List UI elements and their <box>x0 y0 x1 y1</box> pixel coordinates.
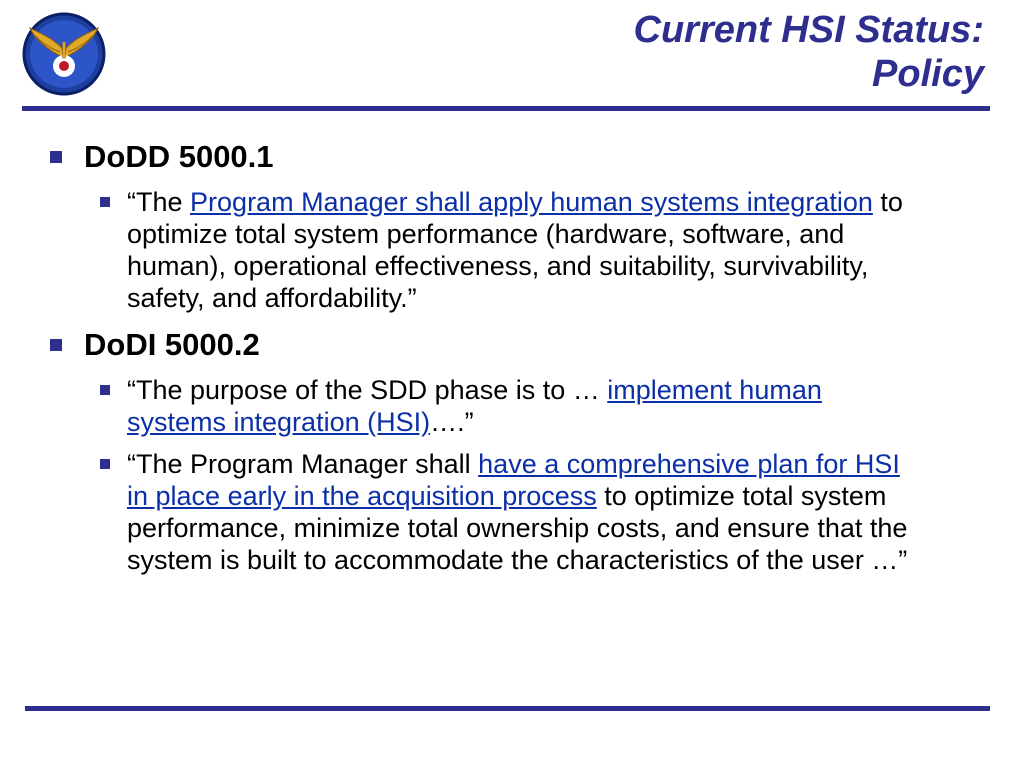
item-text-post: to optimize total system performance (hardware, software, and human), operational effectiveness, and suitability, survivability, safety, and affordability.” <box>127 187 903 313</box>
item-text-post: to optimize total system performance, minimize total ownership costs, and ensure that the system is built to accommodate the characteristics of the user …” <box>127 481 908 575</box>
item-text-post: ….” <box>430 407 474 437</box>
policy-hyperlink[interactable]: have a comprehensive plan for HSI in place early in the acquisition process <box>127 449 900 511</box>
item-text-pre: “The purpose of the SDD phase is to … <box>127 375 608 405</box>
square-bullet-icon <box>50 339 62 351</box>
square-bullet-icon <box>100 385 110 395</box>
footer-divider <box>25 706 990 711</box>
list-item <box>90 448 927 576</box>
section-items-dodi <box>90 374 948 576</box>
list-item <box>90 186 927 314</box>
square-bullet-icon <box>100 197 110 207</box>
policy-hyperlink[interactable]: implement human systems integration (HSI) <box>127 375 822 437</box>
item-text-pre: “The <box>127 187 191 217</box>
air-corps-wings-emblem-icon <box>22 12 106 96</box>
section-heading-dodi <box>48 326 948 364</box>
section-heading-dodd <box>48 138 948 176</box>
section-heading-text: DoDD 5000.1 <box>84 139 274 174</box>
section-heading-text: DoDI 5000.2 <box>84 327 260 362</box>
item-text-pre: “The Program Manager shall <box>127 449 479 479</box>
square-bullet-icon <box>100 459 110 469</box>
slide-title <box>344 8 984 96</box>
slide-title-line-1: Current HSI Status: <box>633 9 984 51</box>
policy-hyperlink[interactable]: Program Manager shall apply human systems integration <box>190 187 873 217</box>
title-divider <box>22 106 990 111</box>
section-items-dodd <box>90 186 948 314</box>
slide-body <box>48 138 948 588</box>
list-item <box>90 374 927 438</box>
square-bullet-icon <box>50 151 62 163</box>
slide-title-line-2: Policy <box>872 53 984 95</box>
